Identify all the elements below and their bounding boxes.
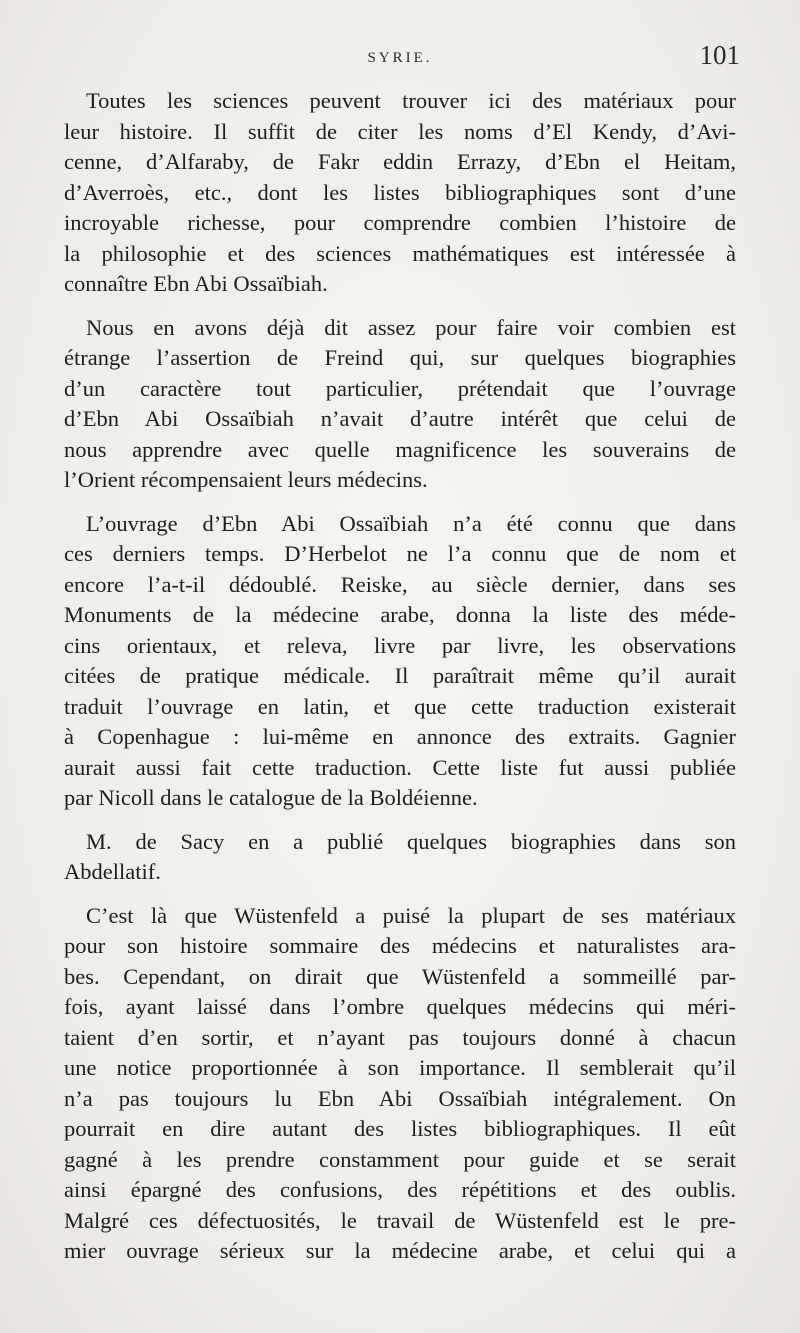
- text-line: la philosophie et des sciences mathématiques est intéressée à: [64, 240, 736, 266]
- text-line: C’est là que Wüstenfeld a puisé la plupart de ses matériaux: [86, 902, 736, 928]
- text-line: incroyable richesse, pour comprendre combien l’histoire de: [64, 210, 736, 235]
- body-text: [64, 86, 736, 1280]
- text-line: leur histoire. Il suffit de citer les noms d’El Kendy, d’Avi-: [64, 118, 736, 144]
- text-line: Monuments de la médecine arabe, donna la liste des méde-: [64, 602, 736, 627]
- text-line: gagné à les prendre constamment pour guide et se serait: [64, 1146, 736, 1172]
- text-line: ainsi épargné des confusions, des répétitions et des oublis.: [64, 1177, 736, 1202]
- text-line: fois, ayant laissé dans l’ombre quelques médecins qui méri-: [64, 994, 736, 1019]
- page-number: 101: [699, 40, 740, 70]
- text-line: citées de pratique médicale. Il paraîtrait même qu’il aurait: [64, 663, 736, 688]
- paragraph: [64, 313, 736, 496]
- text-line: d’un caractère tout particulier, prétendait que l’ouvrage: [64, 375, 736, 401]
- text-line: aurait aussi fait cette traduction. Cette liste fut aussi publiée: [64, 754, 736, 780]
- text-line: ces derniers temps. D’Herbelot ne l’a connu que de nom et: [64, 541, 736, 566]
- text-line: l’Orient récompensaient leurs médecins.: [64, 467, 428, 492]
- paragraph: [64, 827, 736, 888]
- text-line: pourrait en dire autant des listes bibliographiques. Il eût: [64, 1116, 736, 1141]
- text-line: nous apprendre avec quelle magnificence les souverains de: [64, 436, 736, 462]
- text-line: encore l’a-t-il dédoublé. Reiske, au siècle dernier, dans ses: [64, 571, 736, 597]
- text-line: Nous en avons déjà dit assez pour faire voir combien est: [86, 314, 736, 340]
- text-line: à Copenhague : lui-même en annonce des extraits. Gagnier: [64, 724, 736, 749]
- text-line: connaître Ebn Abi Ossaïbiah.: [64, 271, 328, 296]
- text-line: cins orientaux, et releva, livre par livre, les observations: [64, 632, 736, 658]
- text-line: pour son histoire sommaire des médecins et naturalistes ara-: [64, 933, 736, 958]
- text-line: une notice proportionnée à son importance. Il semblerait qu’il: [64, 1055, 736, 1080]
- text-line: mier ouvrage sérieux sur la médecine arabe, et celui qui a: [64, 1238, 736, 1263]
- text-line: d’Averroès, etc., dont les listes bibliographiques sont d’une: [64, 179, 736, 205]
- text-line: Abdellatif.: [64, 859, 161, 884]
- text-line: traduit l’ouvrage en latin, et que cette traduction existerait: [64, 693, 736, 719]
- text-line: L’ouvrage d’Ebn Abi Ossaïbiah n’a été connu que dans: [86, 510, 736, 536]
- running-head: SYRIE.: [367, 50, 433, 66]
- paragraph: [64, 901, 736, 1267]
- text-line: bes. Cependant, on dirait que Wüstenfeld a sommeillé par-: [64, 963, 736, 989]
- page-header: [60, 40, 740, 80]
- text-line: d’Ebn Abi Ossaïbiah n’avait d’autre intérêt que celui de: [64, 406, 736, 431]
- text-line: Malgré ces défectuosités, le travail de Wüstenfeld est le pre-: [64, 1207, 736, 1233]
- paragraph: [64, 86, 736, 300]
- text-line: par Nicoll dans le catalogue de la Boldéienne.: [64, 785, 478, 810]
- text-line: Toutes les sciences peuvent trouver ici des matériaux pour: [86, 88, 736, 113]
- text-line: étrange l’assertion de Freind qui, sur quelques biographies: [64, 345, 736, 370]
- paragraph: [64, 509, 736, 814]
- text-line: taient d’en sortir, et n’ayant pas toujours donné à chacun: [64, 1024, 736, 1050]
- text-line: cenne, d’Alfaraby, de Fakr eddin Errazy, d’Ebn el Heitam,: [64, 149, 736, 174]
- text-line: n’a pas toujours lu Ebn Abi Ossaïbiah intégralement. On: [64, 1085, 736, 1111]
- text-line: M. de Sacy en a publié quelques biographies dans son: [86, 828, 736, 854]
